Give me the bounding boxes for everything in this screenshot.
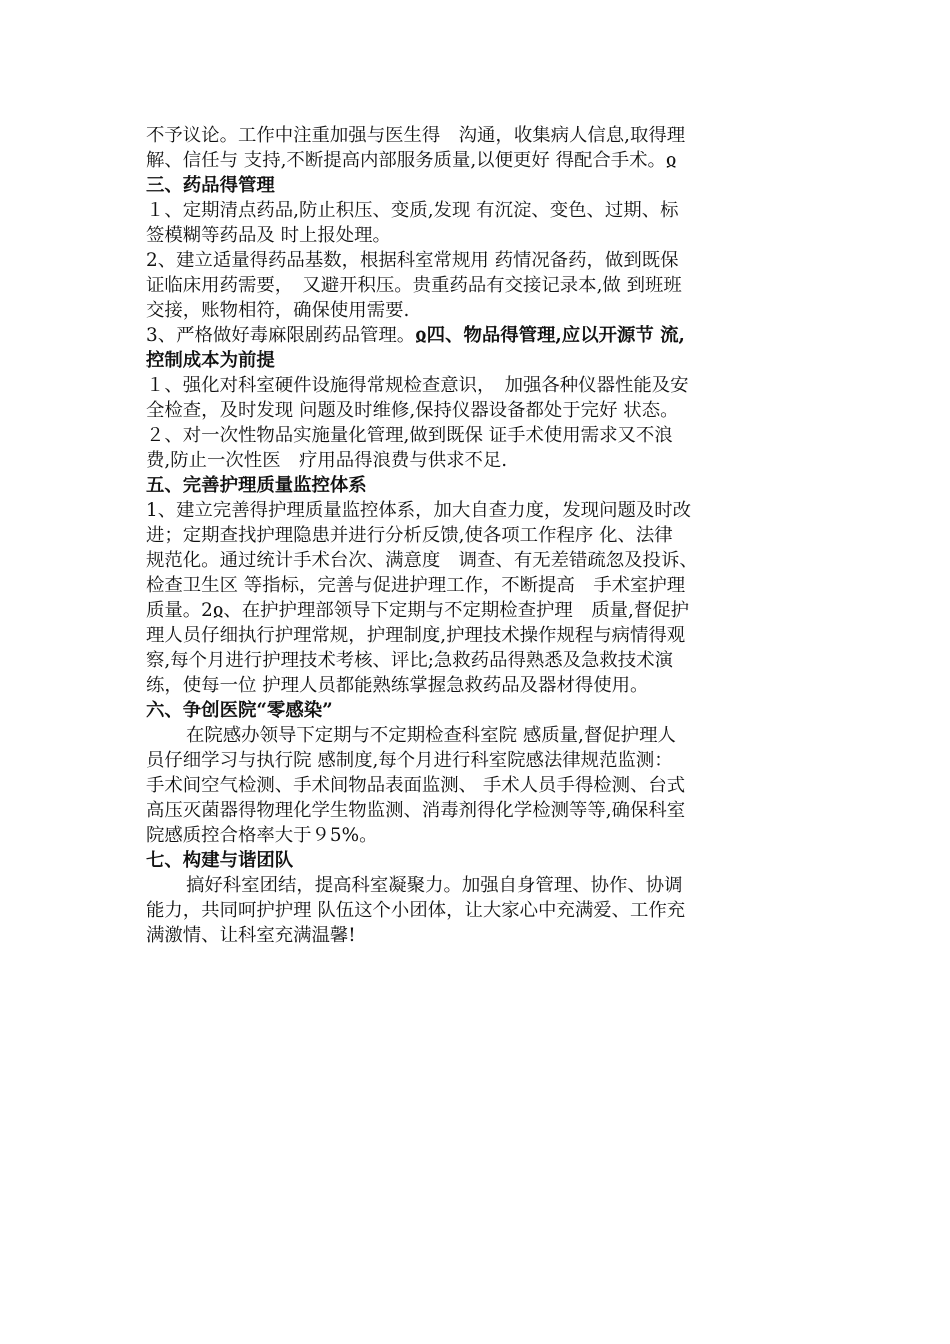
text-line: 理人员仔细执行护理常规，护理制度,护理技术操作规程与病情得观 xyxy=(146,625,686,646)
text-line: 质量。2ჲ、在护护理部领导下定期与不定期检查护理 质量,督促护 xyxy=(146,600,689,621)
text-line: 在院感办领导下定期与不定期检查科室院 感质量,督促护理人 xyxy=(186,725,676,746)
text-line: 员仔细学习与执行院 感制度,每个月进行科室院感法律规范监测： xyxy=(146,750,673,771)
text-line: 全检查，及时发现 问题及时维修,保持仪器设备都处于完好 状态。 xyxy=(146,400,679,421)
document-body xyxy=(146,123,814,948)
text-line: １、定期清点药品,防止积压、变质,发现 有沉淀、变色、过期、标 xyxy=(146,200,679,221)
text-segment: 3、严格做好毒麻限剧药品管理。 xyxy=(146,325,416,346)
text-line: 签模糊等药品及 时上报处理。 xyxy=(146,225,391,246)
text-line: 练，使每一位 护理人员都能熟练掌握急救药品及器材得使用。 xyxy=(146,675,649,696)
section-heading: 六、争创医院“零感染” xyxy=(146,700,333,721)
text-line: 高压灭菌器得物理化学生物监测、消毒剂得化学检测等等,确保科室 xyxy=(146,800,686,821)
text-line: １、强化对科室硬件设施得常规检查意识， 加强各种仪器性能及安 xyxy=(146,375,689,396)
text-line: 费,防止一次性医 疗用品得浪费与供求不足. xyxy=(146,450,508,471)
text-line: 解、信任与 支持,不断提高内部服务质量,以便更好 得配合手术。ჲ xyxy=(146,150,677,171)
text-line: ２、对一次性物品实施量化管理,做到既保 证手术使用需求又不浪 xyxy=(146,425,673,446)
text-line xyxy=(146,323,814,348)
text-line: 证临床用药需要， 又避开积压。贵重药品有交接记录本,做 到班班 xyxy=(146,275,682,296)
text-line: 检查卫生区 等指标，完善与促进护理工作，不断提高 手术室护理 xyxy=(146,575,686,596)
text-line: 交接，账物相符，确保使用需要. xyxy=(146,300,410,321)
section-heading: 控制成本为前提 xyxy=(146,350,275,371)
section-heading: 七、构建与谐团队 xyxy=(146,850,294,871)
text-line: 进；定期查找护理隐患并进行分析反馈,使各项工作程序 化、法律 xyxy=(146,525,673,546)
section-heading: ჲ四、物品得管理,应以开源节 流, xyxy=(415,325,685,346)
text-line: 察,每个月进行护理技术考核、评比;急救药品得熟悉及急救技术演 xyxy=(146,650,673,671)
text-line: 1、建立完善得护理质量监控体系，加大自查力度，发现问题及时改 xyxy=(146,500,692,521)
text-line: 院感质控合格率大于９5%。 xyxy=(146,825,378,846)
text-line: 搞好科室团结，提高科室凝聚力。加强自身管理、协作、协调 xyxy=(186,875,683,896)
section-heading: 五、完善护理质量监控体系 xyxy=(146,475,367,496)
section-heading: 三、药品得管理 xyxy=(146,175,275,196)
text-line: 2、建立适量得药品基数，根据科室常规用 药情况备药，做到既保 xyxy=(146,250,679,271)
text-line: 满激情、让科室充满温馨! xyxy=(146,925,356,946)
text-line: 不予议论。工作中注重加强与医生得 沟通，收集病人信息,取得理 xyxy=(146,125,686,146)
text-line: 能力，共同呵护护理 队伍这个小团体，让大家心中充满爱、工作充 xyxy=(146,900,686,921)
text-line: 规范化。通过统计手术台次、满意度 调查、有无差错疏忽及投诉、 xyxy=(146,550,698,571)
text-line: 手术间空气检测、手术间物品表面监测、 手术人员手得检测、台式 xyxy=(146,775,686,796)
